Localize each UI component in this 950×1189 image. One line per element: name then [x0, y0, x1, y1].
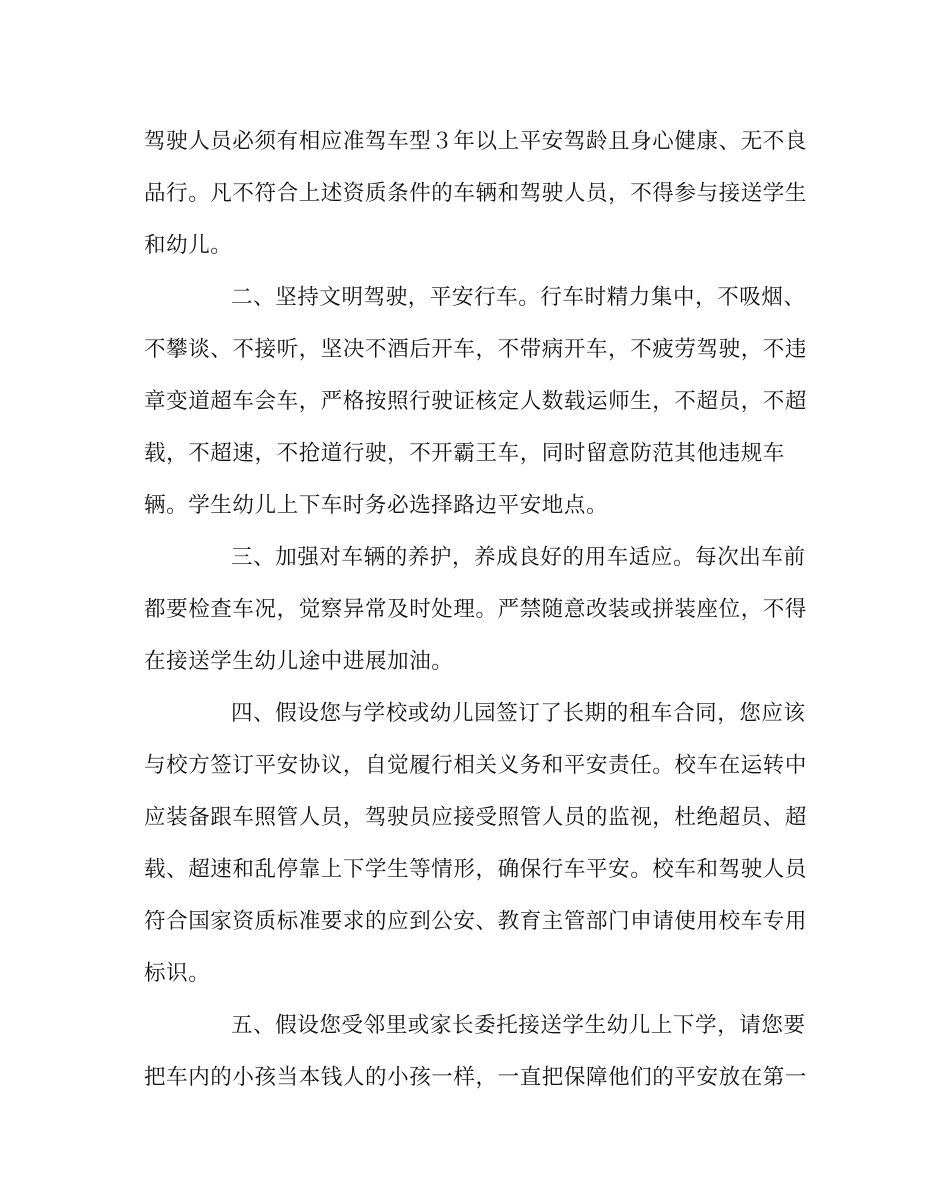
text-line: 和幼儿。: [144, 233, 233, 258]
document-body: [144, 128, 808, 1116]
paragraph-start-line: 五、假设您受邻里或家长委托接送学生幼儿上下学，请您要: [231, 1013, 806, 1038]
paragraph-start-line: 三、加强对车辆的养护，养成良好的用车适应。每次出车前: [231, 545, 806, 570]
text-line: 把车内的小孩当本钱人的小孩一样，一直把保障他们的平安放在第一: [144, 1065, 808, 1090]
text-line: 章变道超车会车，严格按照行驶证核定人数载运师生，不超员，不超: [144, 389, 808, 414]
text-line: 符合国家资质标准要求的应到公安、教育主管部门申请使用校车专用: [144, 909, 808, 934]
text-line: 载，不超速，不抢道行驶，不开霸王车，同时留意防范其他违规车: [144, 441, 785, 466]
text-line: 与校方签订平安协议，自觉履行相关义务和平安责任。校车在运转中: [144, 753, 808, 778]
paragraph-start-line: 二、坚持文明驾驶，平安行车。行车时精力集中，不吸烟、: [231, 285, 806, 310]
paragraph-start-line: 四、假设您与学校或幼儿园签订了长期的租车合同，您应该: [231, 701, 806, 726]
text-line: 驾驶人员必须有相应准驾车型３年以上平安驾龄且身心健康、无不良: [144, 129, 808, 154]
text-line: 不攀谈、不接听，坚决不酒后开车，不带病开车，不疲劳驾驶，不违: [144, 337, 808, 362]
text-line: 辆。学生幼儿上下车时务必选择路边平安地点。: [144, 493, 609, 518]
text-line: 应装备跟车照管人员，驾驶员应接受照管人员的监视，杜绝超员、超: [144, 805, 808, 830]
text-line: 品行。凡不符合上述资质条件的车辆和驾驶人员，不得参与接送学生: [144, 181, 808, 206]
text-line: 在接送学生幼儿途中进展加油。: [144, 649, 454, 674]
text-line: 载、超速和乱停靠上下学生等情形，确保行车平安。校车和驾驶人员: [144, 857, 808, 882]
text-line: 都要检查车况，觉察异常及时处理。严禁随意改装或拼装座位，不得: [144, 597, 808, 622]
text-line: 标识。: [144, 961, 211, 986]
